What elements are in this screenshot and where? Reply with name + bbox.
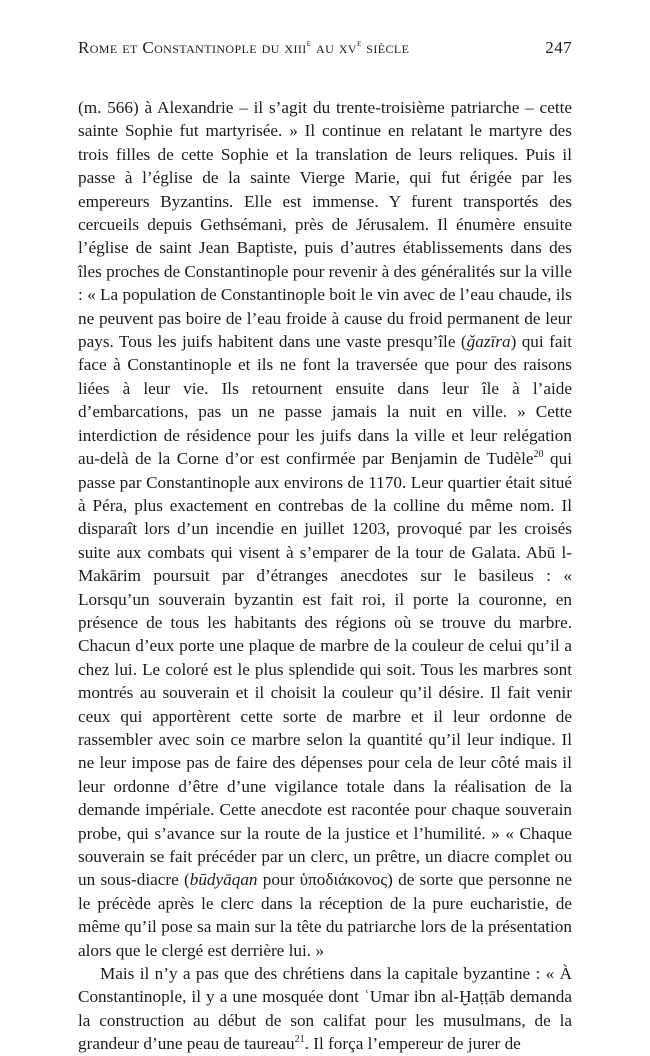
body-text bbox=[78, 96, 572, 1056]
superscript-e: e bbox=[356, 38, 362, 49]
footnote-ref[interactable]: 21 bbox=[294, 1034, 305, 1046]
italic-term: būdyāqan bbox=[189, 870, 258, 890]
paragraph-2: Mais il n’y a pas que des chrétiens dans la capitale byzantine : « À Constantinople, il y a une mosquée dont ʿUmar ibn al-Ḫaṭṭāb demanda la construction au début de son califat pour les musulmans, de la grandeur d’une peau de taureau$^{21}$. Il força l’empereur de jurer de bbox=[78, 964, 572, 1054]
running-header bbox=[78, 38, 572, 58]
italic-term: ǧazīra bbox=[466, 332, 511, 352]
paragraph-1: (m. 566) à Alexandrie – il s’agit du trente-troisième patriarche – cette sainte Sophie fut martyrisée. » Il continue en relatant le martyre des trois filles de cette Sophie et la translation de leurs reliques. Puis il passe à l’église de la sainte Vierge Marie, qui fut érigée par les empereurs Byzantins. Elle est immense. Y furent transportés des cercueils depuis Gethsémani, près de Jérusalem. Il énumère ensuite l’église de saint Jean Baptiste, puis d’autres établissements dans des îles proches de Constantinople pour revenir à des généralités sur la ville : « La population de Constantinople boit le vin avec de l’eau chaude, ils ne peuvent pas boire de l’eau froide à cause du froid permanent de leur pays. Tous les juifs habitent dans une vaste presqu’île (ǧazīra) qui fait face à Constantinople et ils ne font la traversée que pour des raisons liées à leur vie. Ils retournent ensuite dans leur île à l’aide d’embarcations, pas un ne passe jamais la nuit en ville. » Cette interdiction de résidence pour les juifs dans la ville et leur relégation au-delà de la Corne d’or est confirmée par Benjamin de Tudèle$^{20}$ qui passe par Constantinople aux environs de 1170. Leur quartier était situé à Péra, plus exactement en contrebas de la colline du même nom. Il disparaît lors d’un incendie en juillet 1203, provoqué par les croisés suite aux combats qui visent à s’emparer de la tour de Galata. Abū l-Makārim poursuit par d’étranges anecdotes sur le basileus : « Lorsqu’un souverain byzantin est fait roi, il porte la couronne, en présence de tous les habitants des régions où se trouve du marbre. Chacun d’eux porte une plaque de marbre de la couleur de celui qu’il a chez lui. Le coloré est le plus splendide qui soit. Tous les marbres sont montrés au souverain et il choisit la couleur qu’il désire. Il fait venir ceux qui apportèrent cette sorte de marbre et il leur ordonne de rassembler avec soin ce marbre selon la quantité qu’il leur indique. Il ne leur impose pas de faire des dépenses pour cela de leur côté mais il leur ordonne d’être d’une vigilance totale dans la réalisation de la demande impériale. Cette anecdote est racontée pour chaque souverain probe, qui s’avance sur la route de la justice et l’humilité. » « Chaque souverain se fait précéder par un clerc, un prêtre, un diacre complet ou un sous-diacre (būdyāqan pour ὑποδιάκονος) de sorte que personne ne le précède après le clerc dans la réception de la pure eucharistie, de même qu’il pose sa main sur la tête du patriarche lors de la présentation alors que le clergé est derrière lui. » bbox=[78, 98, 573, 960]
superscript-e: e bbox=[306, 38, 312, 49]
page-number: 247 bbox=[545, 38, 572, 57]
running-title: Rome et Constantinople du xiii$^e$ au $xv^e$ siècle bbox=[78, 38, 410, 57]
footnote-ref[interactable]: 20 bbox=[533, 449, 544, 461]
